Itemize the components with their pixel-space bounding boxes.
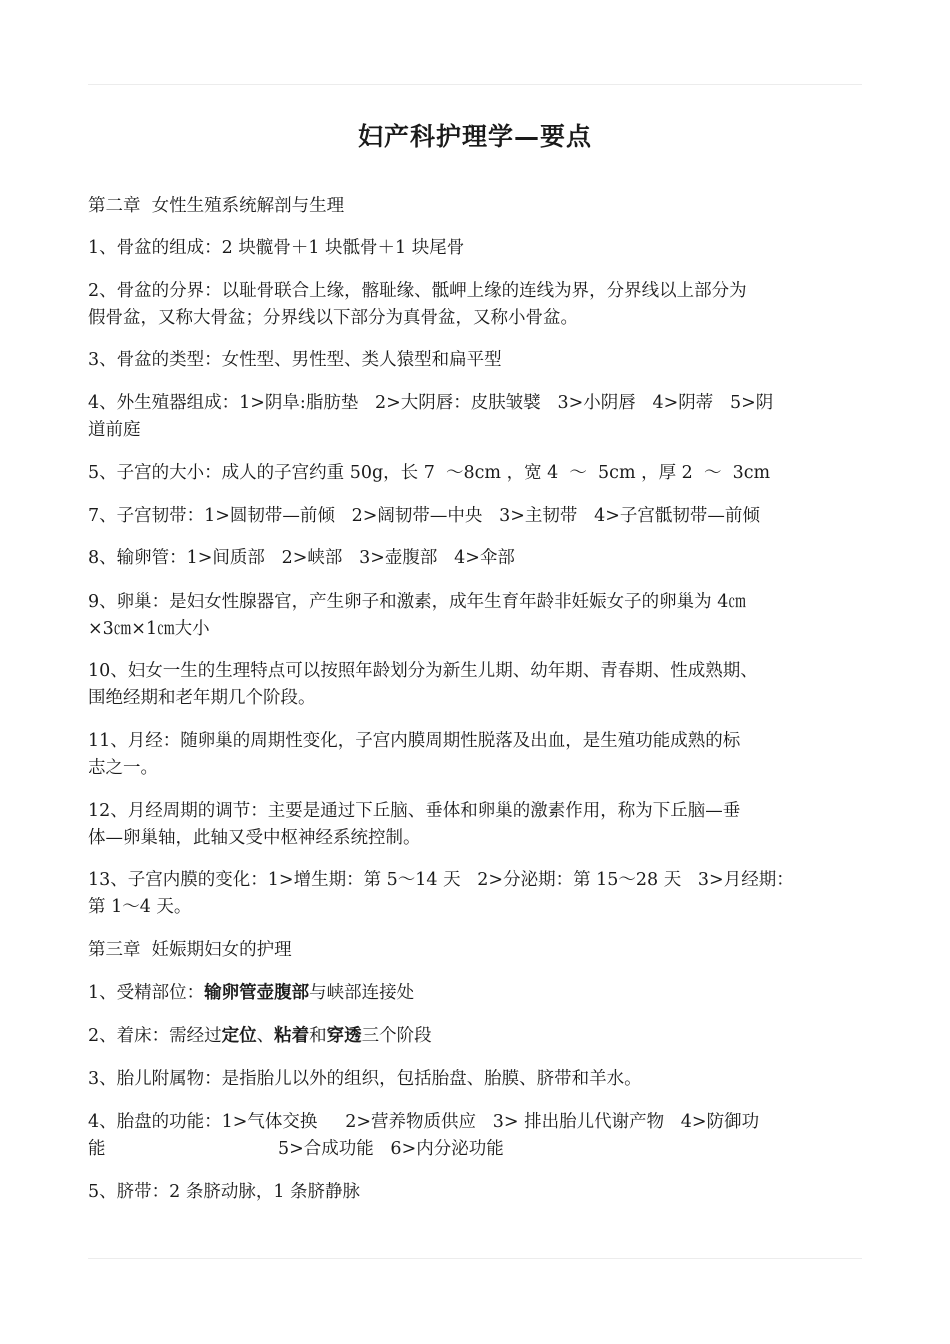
ch3-item-1 xyxy=(88,981,878,1006)
ch2-item-11-line-1: 11、月经：随卵巢的周期性变化，子宫内膜周期性脱落及出血，是生殖功能成熟的标 xyxy=(88,731,741,751)
ch3-item-1-prefix: 1、受精部位： xyxy=(88,983,205,1003)
ch3-item-4-line-1: 4、胎盘的功能：1>气体交换 2>营养物质供应 3> 排出胎儿代谢产物 4>防御功 xyxy=(88,1112,760,1132)
chapter-2-heading: 第二章 女性生殖系统解剖与生理 xyxy=(88,196,345,216)
ch2-item-10-line-1: 10、妇女一生的生理特点可以按照年龄划分为新生儿期、幼年期、青春期、性成熟期、 xyxy=(88,661,758,681)
ch3-item-3: 3、胎儿附属物：是指胎儿以外的组织，包括胎盘、胎膜、脐带和羊水。 xyxy=(88,1069,642,1089)
bottom-divider xyxy=(88,1258,862,1259)
ch3-item-2-bold-2: 粘着 xyxy=(274,1026,310,1046)
ch2-item-8: 8、输卵管：1>间质部 2>峡部 3>壶腹部 4>伞部 xyxy=(88,548,515,568)
ch2-item-12-line-1: 12、月经周期的调节：主要是通过下丘脑、垂体和卵巢的激素作用，称为下丘脑—垂 xyxy=(88,801,741,821)
ch3-item-2 xyxy=(88,1024,878,1049)
ch2-item-2-line-2: 假骨盆，又称大骨盆；分界线以下部分为真骨盆，又称小骨盆。 xyxy=(88,308,578,328)
ch2-item-9-line-1: 9、卵巢：是妇女性腺器官，产生卵子和激素，成年生育年龄非妊娠女子的卵巢为 4㎝ xyxy=(88,592,746,612)
ch2-item-11-line-2: 志之一。 xyxy=(88,758,158,778)
ch2-item-10-line-2: 围绝经期和老年期几个阶段。 xyxy=(88,688,316,708)
document-title: 妇产科护理学—要点 xyxy=(357,122,592,151)
ch2-item-1: 1、骨盆的组成：2 块髋骨＋1 块骶骨＋1 块尾骨 xyxy=(88,238,465,258)
ch3-item-2-prefix: 2、着床：需经过 xyxy=(88,1026,222,1046)
ch3-item-1-bold: 输卵管壶腹部 xyxy=(204,983,310,1003)
ch3-item-4-line-2: 能 5>合成功能 6>内分泌功能 xyxy=(88,1139,504,1159)
ch3-item-2-sep-2: 和 xyxy=(309,1026,327,1046)
ch3-item-2-bold-1: 定位 xyxy=(221,1026,257,1046)
ch2-item-5: 5、子宫的大小：成人的子宫约重 50g，长 7 ～8cm ，宽 4 ～ 5cm ，厚 2 ～ 3cm xyxy=(88,463,771,483)
ch2-item-13-line-2: 第 1～4 天。 xyxy=(88,897,192,917)
chapter-3-heading: 第三章 妊娠期妇女的护理 xyxy=(88,940,292,960)
ch3-item-1-suffix: 与峡部连接处 xyxy=(309,983,415,1003)
ch3-item-5: 5、脐带：2 条脐动脉，1 条脐静脉 xyxy=(88,1182,361,1202)
ch2-item-7: 7、子宫韧带：1>圆韧带—前倾 2>阔韧带—中央 3>主韧带 4>子宫骶韧带—前倾 xyxy=(88,506,760,526)
ch3-item-2-suffix: 三个阶段 xyxy=(361,1026,432,1046)
top-divider xyxy=(88,84,862,85)
ch2-item-9-line-2: ×3㎝×1㎝大小 xyxy=(88,619,210,639)
ch3-item-2-bold-3: 穿透 xyxy=(326,1026,362,1046)
ch2-item-4-line-1: 4、外生殖器组成：1>阴阜:脂肪垫 2>大阴唇：皮肤皱襞 3>小阴唇 4>阴蒂 5>阴 xyxy=(88,393,774,413)
ch2-item-12-line-2: 体—卵巢轴，此轴又受中枢神经系统控制。 xyxy=(88,828,421,848)
ch2-item-2-line-1: 2、骨盆的分界：以耻骨联合上缘，髂耻缘、骶岬上缘的连线为界，分界线以上部分为 xyxy=(88,281,747,301)
ch3-item-2-sep-1: 、 xyxy=(256,1026,275,1046)
ch2-item-4-line-2: 道前庭 xyxy=(88,420,141,440)
ch2-item-13-line-1: 13、子宫内膜的变化：1>增生期：第 5～14 天 2>分泌期：第 15～28 天 3>月经期： xyxy=(88,870,794,890)
ch2-item-3: 3、骨盆的类型：女性型、男性型、类人猿型和扁平型 xyxy=(88,350,502,370)
